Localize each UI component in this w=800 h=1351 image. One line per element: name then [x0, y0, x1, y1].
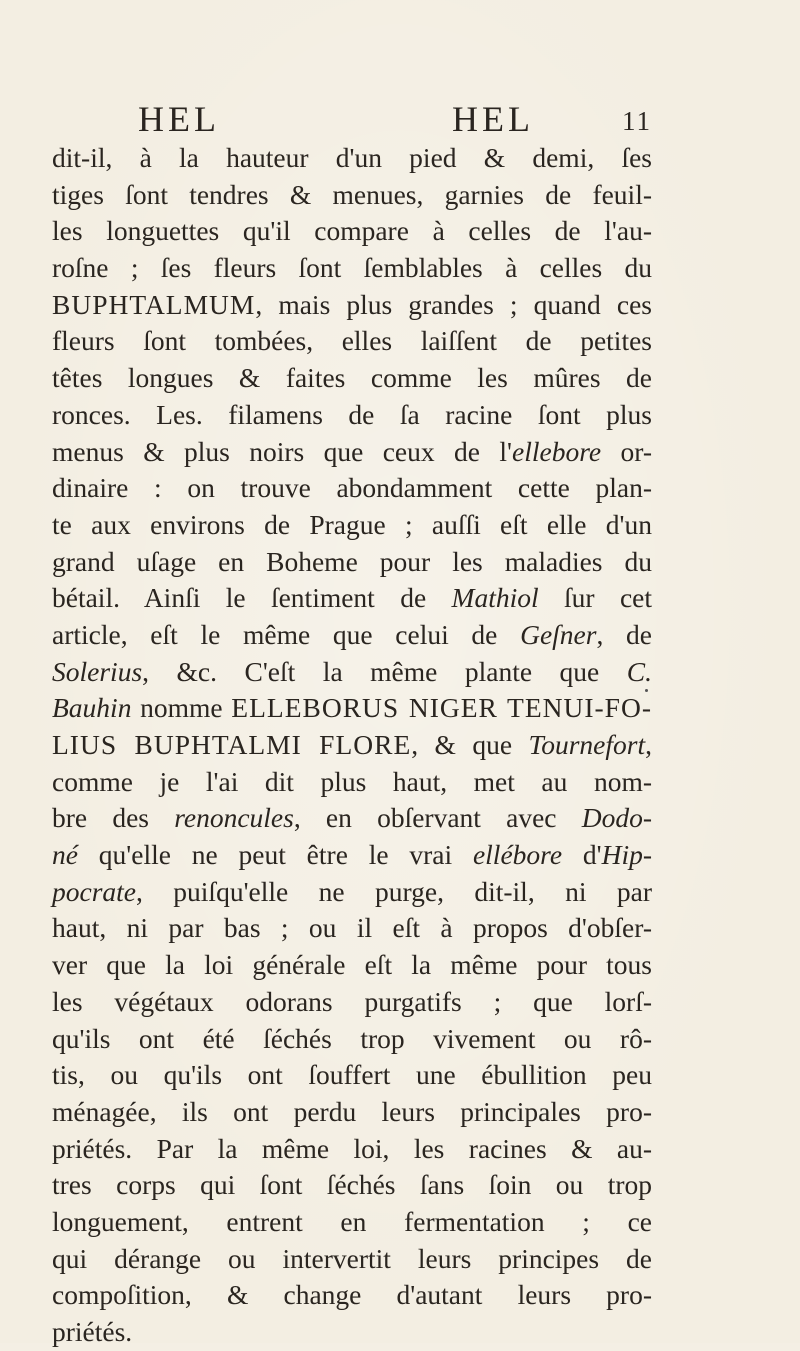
page-number: 11 [622, 106, 652, 136]
text-line [52, 837, 652, 874]
italic-term: ellebore [512, 435, 602, 467]
text-run: , puiſqu'elle ne purge, dit-il, ni par [136, 875, 652, 907]
text-line [52, 507, 652, 544]
text-line [52, 544, 652, 581]
header-left-word: HEL [138, 99, 220, 139]
header-right-word: HEL [452, 99, 534, 139]
text-run: têtes longues & faites comme les mûres de [52, 362, 652, 394]
text-line [52, 800, 652, 837]
text-run: grand uſage en Boheme pour les maladies du [52, 545, 652, 577]
text-run: menus & plus noirs que ceux de l' [52, 435, 512, 467]
text-run: fleurs ſont tombées, elles laiſſent de petites [52, 325, 652, 357]
text-line [52, 1204, 652, 1241]
author-name: né [52, 839, 78, 871]
text-run: , de [596, 618, 652, 650]
text-line [52, 1021, 652, 1058]
italic-term: renoncules [174, 802, 294, 834]
body-text [52, 140, 652, 1351]
text-run: te aux environs de Prague ; auſſi eſt elle d'un [52, 508, 652, 540]
text-run: haut, ni par bas ; ou il eſt à propos d'obſer- [52, 912, 652, 944]
text-run: longuement, entrent en fermentation ; ce [52, 1205, 652, 1237]
text-run: roſne ; ſes fleurs ſont ſemblables à celles du [52, 252, 652, 284]
text-line [52, 654, 652, 691]
text-run: priétés. [52, 1316, 133, 1347]
text-run: ménagée, ils ont perdu leurs principales pro- [52, 1095, 652, 1127]
text-run: , [645, 729, 652, 760]
author-name: Dodo- [581, 802, 652, 834]
text-run: tiges ſont tendres & menues, garnies de feuil- [52, 178, 652, 210]
text-run: dit-il, à la hauteur d'un pied & demi, ſes [52, 142, 652, 173]
author-name: Geſner [520, 618, 597, 650]
text-line [52, 727, 652, 764]
author-name: Hip- [601, 839, 652, 871]
text-run: d' [562, 839, 602, 871]
text-line [52, 140, 652, 177]
text-run: , en obſervant avec [293, 802, 582, 834]
text-run: qu'elle ne peut être le vrai [77, 839, 473, 871]
text-run: ronces. Les. filamens de ſa racine ſont plus [52, 398, 652, 430]
text-line [52, 1094, 652, 1131]
text-line [52, 397, 652, 434]
text-run: article, eſt le même que celui de [52, 618, 521, 650]
ink-speck [645, 689, 648, 692]
text-line [52, 947, 652, 984]
author-name: Solerius [52, 655, 143, 687]
text-line [52, 360, 652, 397]
text-run: , mais plus grandes ; quand ces [255, 288, 652, 320]
text-line [52, 984, 652, 1021]
author-name: Bauhin [52, 692, 132, 724]
text-line [52, 287, 652, 324]
text-line [52, 250, 652, 287]
text-run: , &c. C'eſt la même plante que [142, 655, 627, 687]
plant-name-smallcaps: BUPHTALMUM [52, 288, 256, 320]
text-line [52, 1131, 652, 1168]
text-run: qui dérange ou intervertit leurs principes de [52, 1242, 652, 1274]
text-line [52, 470, 652, 507]
text-line [52, 177, 652, 214]
author-name: pocrate [52, 875, 137, 907]
text-line [52, 910, 652, 947]
text-line [52, 1314, 652, 1351]
text-run: tres corps qui ſont ſéchés ſans ſoin ou trop [52, 1169, 652, 1201]
text-line [52, 323, 652, 360]
text-line [52, 874, 652, 911]
text-run: nomme [131, 692, 232, 724]
text-run: , & que [411, 729, 529, 760]
text-line [52, 764, 652, 801]
text-line [52, 1241, 652, 1278]
plant-name-smallcaps: LIUS BUPHTALMI FLORE [52, 729, 412, 760]
author-name: Tournefort [528, 729, 646, 760]
text-run: priétés. Par la même loi, les racines & au- [52, 1132, 652, 1164]
text-line [52, 434, 652, 471]
text-run: les longuettes qu'il compare à celles de l'au- [52, 215, 652, 247]
text-run: bétail. Ainſi le ſentiment de [52, 582, 452, 614]
author-name: C. [626, 655, 652, 687]
text-line [52, 1057, 652, 1094]
author-name: Mathiol [451, 582, 539, 614]
text-run: compoſition, & change d'autant leurs pro- [52, 1279, 652, 1311]
plant-name-smallcaps: ELLEBORUS NIGER TENUI-FO- [231, 692, 652, 724]
text-run: tis, ou qu'ils ont ſouffert une ébullition peu [52, 1059, 652, 1091]
text-run: les végétaux odorans purgatifs ; que lorſ- [52, 985, 652, 1017]
text-line [52, 1167, 652, 1204]
text-line [52, 580, 652, 617]
text-run: qu'ils ont été ſéchés trop vivement ou rô- [52, 1022, 652, 1054]
text-line [52, 690, 652, 727]
text-run: dinaire : on trouve abondamment cette plan- [52, 472, 652, 504]
text-line [52, 213, 652, 250]
text-run: or- [601, 435, 653, 467]
italic-term: ellébore [472, 839, 563, 871]
text-run: ſur cet [538, 582, 652, 614]
text-run: comme je l'ai dit plus haut, met au nom- [52, 765, 652, 797]
text-run: ver que la loi générale eſt la même pour tous [52, 949, 652, 981]
text-run: bre des [52, 802, 175, 834]
text-line [52, 1277, 652, 1314]
text-line [52, 617, 652, 654]
